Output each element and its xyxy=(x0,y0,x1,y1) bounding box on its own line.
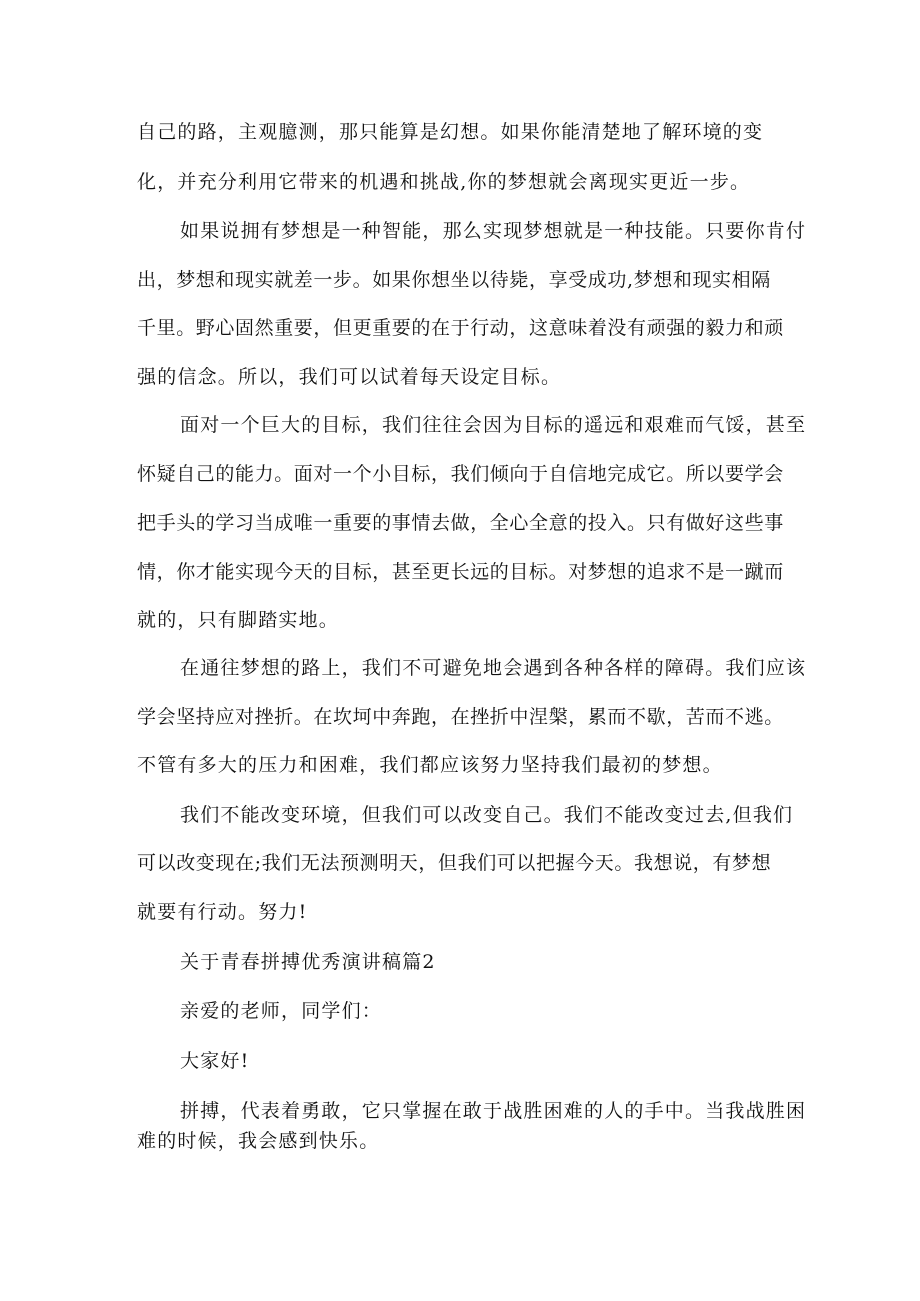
paragraph-5-line-3: 就要有行动。努力! xyxy=(137,901,308,923)
paragraph-5-line-1: 我们不能改变环境，但我们可以改变自己。我们不能改变过去,但我们 xyxy=(180,804,794,826)
paragraph-2-line-3: 千里。野心固然重要，但更重要的在于行动，这意味着没有顽强的毅力和顽 xyxy=(137,317,784,339)
section-heading: 关于青春拼搏优秀演讲稿篇2 xyxy=(180,951,436,973)
paragraph-2-line-2: 出，梦想和现实就差一步。如果你想坐以待毙，享受成功,梦想和现实相隔 xyxy=(137,269,771,291)
paragraph-4-line-2: 学会坚持应对挫折。在坎坷中奔跑，在挫折中涅槃，累而不歇，苦而不逃。 xyxy=(137,706,784,728)
paragraph-6-line-1: 拼搏，代表着勇敢，它只掌握在敢于战胜困难的人的手中。当我战胜困 xyxy=(180,1100,807,1122)
paragraph-5-line-2: 可以改变现在;我们无法预测明天，但我们可以把握今天。我想说，有梦想 xyxy=(137,852,772,874)
paragraph-1-line-1: 自己的路，主观臆测，那只能算是幻想。如果你能清楚地了解环境的变 xyxy=(137,121,764,143)
paragraph-6-line-2: 难的时候，我会感到快乐。 xyxy=(137,1130,380,1152)
paragraph-3-line-5: 就的，只有脚踏实地。 xyxy=(137,609,340,631)
paragraph-1-line-2: 化，并充分利用它带来的机遇和挑战,你的梦想就会离现实更近一步。 xyxy=(137,171,751,193)
paragraph-2-line-1: 如果说拥有梦想是一种智能，那么实现梦想就是一种技能。只要你肯付 xyxy=(180,220,807,242)
paragraph-3-line-1: 面对一个巨大的目标，我们往往会因为目标的遥远和艰难而气馁，甚至 xyxy=(180,414,807,436)
salutation: 亲爱的老师，同学们： xyxy=(180,1000,383,1022)
paragraph-4-line-1: 在通往梦想的路上，我们不可避免地会遇到各种各样的障碍。我们应该 xyxy=(180,657,807,679)
paragraph-3-line-2: 怀疑自己的能力。面对一个小目标，我们倾向于自信地完成它。所以要学会 xyxy=(137,463,784,485)
greeting: 大家好! xyxy=(180,1050,250,1072)
paragraph-4-line-3: 不管有多大的压力和困难，我们都应该努力坚持我们最初的梦想。 xyxy=(137,754,723,776)
paragraph-3-line-3: 把手头的学习当成唯一重要的事情去做，全心全意的投入。只有做好这些事 xyxy=(137,512,784,534)
paragraph-2-line-4: 强的信念。所以，我们可以试着每天设定目标。 xyxy=(137,366,562,388)
paragraph-3-line-4: 情，你才能实现今天的目标，甚至更长远的目标。对梦想的追求不是一蹴而 xyxy=(137,561,784,583)
